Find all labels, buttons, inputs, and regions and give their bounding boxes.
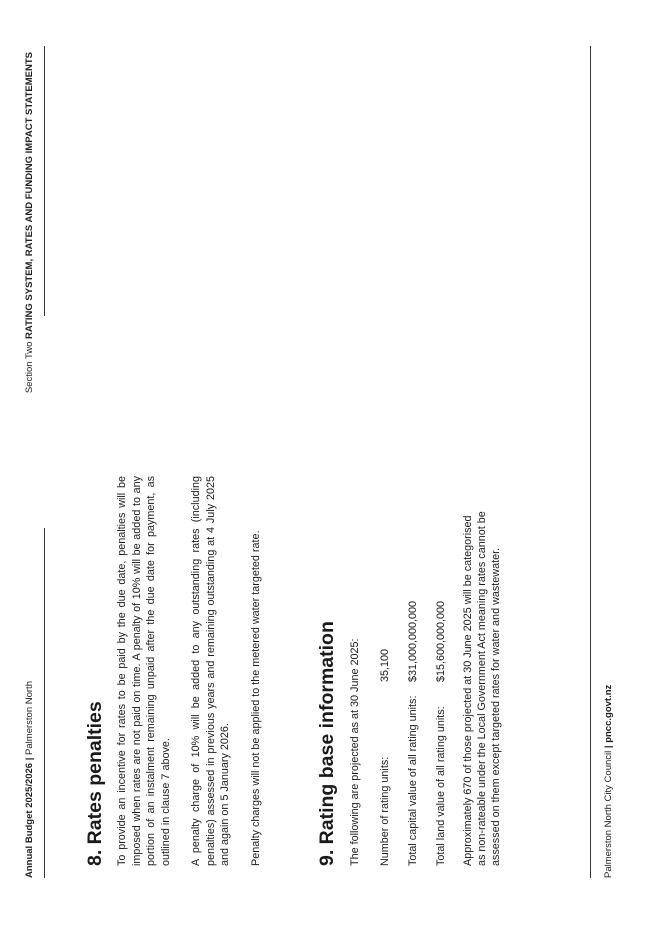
- footer-rule: [590, 46, 591, 878]
- header-rule-right: [44, 46, 45, 316]
- section-prefix: Section Two: [24, 341, 35, 394]
- rating-base-intro: The following are projected as at 30 June 2025:: [349, 638, 361, 866]
- capital-value-row: [407, 601, 419, 866]
- row-value: $31,000,000,000: [407, 600, 419, 682]
- row-label: Number of rating units:: [379, 756, 391, 866]
- footer-website-link[interactable]: pncc.govt.nz: [603, 684, 614, 743]
- document-title: Annual Budget 2025/2026: [24, 762, 35, 878]
- row-label: Total capital value of all rating units:: [407, 695, 419, 866]
- header-rule-left: [44, 528, 45, 878]
- rating-units-row: [379, 649, 391, 866]
- penalties-heading: 8. Rates penalties: [84, 701, 106, 866]
- penalties-paragraph-3: Penalty charges will not be applied to the metered water targeted rate.: [250, 530, 262, 866]
- header-left: [24, 681, 35, 878]
- row-value: 35,100: [379, 648, 391, 682]
- penalties-paragraph-2: A penalty charge of 10% will be added to any outstanding rates (including penalties) assessed in previous years and remaining outstanding at 4 July 2025 and again on 5 January 2026.: [190, 476, 232, 866]
- row-label: Total land value of all rating units:: [435, 706, 447, 866]
- header-right: [24, 52, 35, 393]
- penalties-paragraph-1: To provide an incentive for rates to be paid by the due date, penalties will be imposed when rates are not paid on time. A penalty of 10% will be added to any portion of an instalment remaining unpaid after the due date for payment, as outlined in clause 7 above.: [116, 476, 172, 866]
- header-city: Palmerston North: [24, 681, 35, 755]
- footer: [603, 685, 614, 878]
- non-rateable-note: Approximately 670 of those projected at 30 June 2025 will be categorised as non-rateable under the Local Government Act meaning rates cannot be assessed on them except targeted rates for water and wastewater.: [462, 511, 503, 866]
- row-value: $15,600,000,000: [435, 600, 447, 682]
- footer-council: Palmerston North City Council: [603, 750, 614, 878]
- header-separator: |: [24, 757, 35, 761]
- section-title: RATING SYSTEM, RATES AND FUNDING IMPACT STATEMENTS: [24, 52, 35, 339]
- land-value-row: [435, 601, 447, 866]
- rating-base-heading: 9. Rating base information: [316, 621, 338, 866]
- footer-separator: |: [603, 745, 614, 749]
